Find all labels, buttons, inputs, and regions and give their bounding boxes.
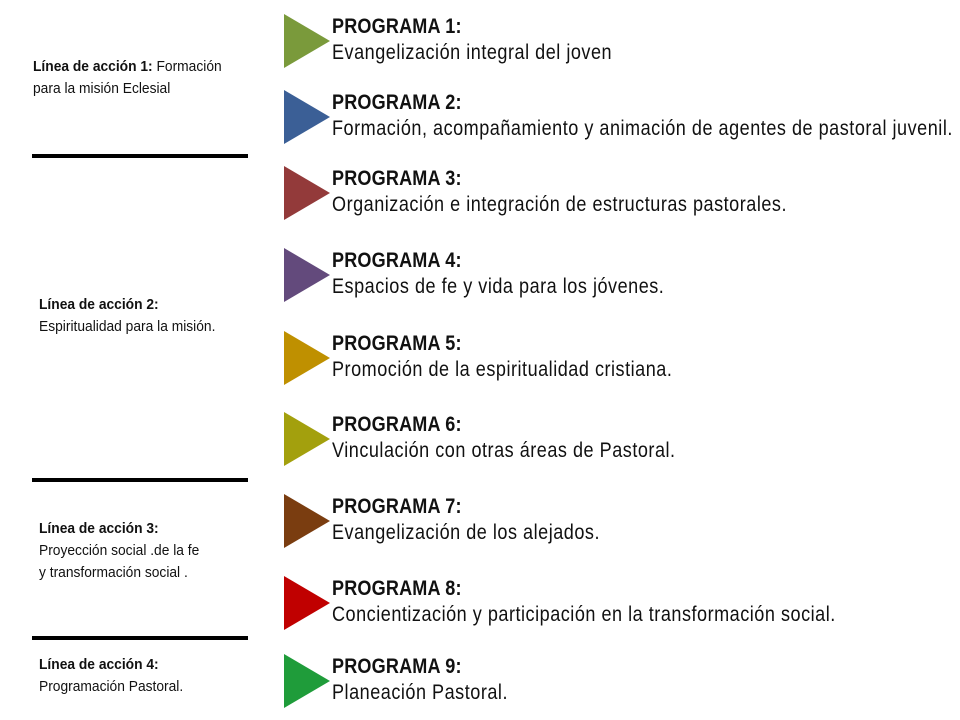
- programa-5-title: PROGRAMA 5:: [332, 332, 462, 355]
- programa-4: [284, 248, 954, 308]
- linea-accion-1-desc: para la misión Eclesial: [33, 80, 171, 97]
- programa-9-title: PROGRAMA 9:: [332, 655, 462, 678]
- separator-1: [32, 154, 248, 158]
- programa-4-arrow-icon: [284, 248, 330, 302]
- programa-9-desc: Planeación Pastoral.: [332, 681, 508, 704]
- linea-accion-4: [39, 654, 251, 698]
- separator-2: [32, 478, 248, 482]
- programa-1-desc: Evangelización integral del joven: [332, 41, 613, 64]
- linea-accion-2-label: Línea de acción 2:: [39, 296, 159, 313]
- programa-3-title: PROGRAMA 3:: [332, 167, 462, 190]
- linea-accion-3-desc-2: y transformación social .: [39, 564, 188, 581]
- programa-8-desc: Concientización y participación en la transformación social.: [332, 603, 836, 626]
- programa-1-arrow-icon: [284, 14, 330, 68]
- programa-8-title: PROGRAMA 8:: [332, 577, 462, 600]
- programa-3: [284, 166, 954, 226]
- programa-6: [284, 412, 954, 472]
- programa-1: [284, 14, 954, 74]
- linea-accion-3-desc-1: Proyección social .de la fe: [39, 542, 200, 559]
- separator-3: [32, 636, 248, 640]
- linea-accion-4-desc: Programación Pastoral.: [39, 678, 184, 695]
- lineas-de-accion-column: [0, 0, 270, 720]
- linea-accion-4-label: Línea de acción 4:: [39, 656, 159, 673]
- programa-3-arrow-icon: [284, 166, 330, 220]
- programa-9: [284, 654, 954, 714]
- linea-accion-3: [39, 518, 251, 584]
- linea-accion-1-label: Línea de acción 1:: [33, 58, 153, 75]
- programa-2: [284, 90, 954, 150]
- programa-5-desc: Promoción de la espiritualidad cristiana.: [332, 358, 673, 381]
- programa-6-arrow-icon: [284, 412, 330, 466]
- programa-6-desc: Vinculación con otras áreas de Pastoral.: [332, 439, 676, 462]
- programa-6-title: PROGRAMA 6:: [332, 413, 462, 436]
- programa-5: [284, 331, 954, 391]
- programa-2-title: PROGRAMA 2:: [332, 91, 462, 114]
- programa-7: [284, 494, 954, 554]
- programa-1-title: PROGRAMA 1:: [332, 15, 462, 38]
- linea-accion-2-desc: Espiritualidad para la misión.: [39, 318, 216, 335]
- linea-accion-3-label: Línea de acción 3:: [39, 520, 159, 537]
- programa-9-arrow-icon: [284, 654, 330, 708]
- programa-8: [284, 576, 954, 636]
- programa-2-arrow-icon: [284, 90, 330, 144]
- programa-4-title: PROGRAMA 4:: [332, 249, 462, 272]
- linea-accion-1: [33, 56, 245, 100]
- programa-5-arrow-icon: [284, 331, 330, 385]
- programa-7-desc: Evangelización de los alejados.: [332, 521, 601, 544]
- linea-accion-2: [39, 294, 251, 338]
- programa-8-arrow-icon: [284, 576, 330, 630]
- linea-accion-1-desc-inline: Formación: [152, 58, 222, 75]
- programa-4-desc: Espacios de fe y vida para los jóvenes.: [332, 275, 665, 298]
- programa-3-desc: Organización e integración de estructuras pastorales.: [332, 193, 788, 216]
- programa-7-title: PROGRAMA 7:: [332, 495, 462, 518]
- programa-7-arrow-icon: [284, 494, 330, 548]
- programa-2-desc: Formación, acompañamiento y animación de agentes de pastoral juvenil.: [332, 117, 953, 140]
